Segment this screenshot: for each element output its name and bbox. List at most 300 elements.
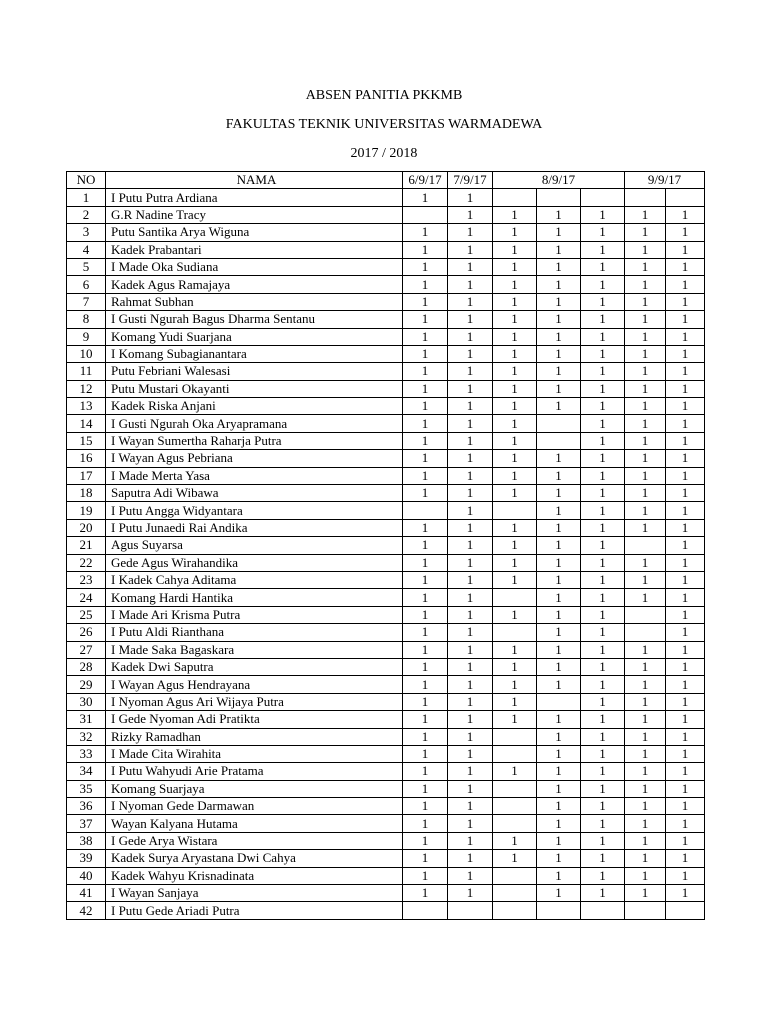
table-row <box>67 798 705 815</box>
attendance-mark: 1 <box>581 328 625 345</box>
document-subtitle: FAKULTAS TEKNIK UNIVERSITAS WARMADEWA <box>225 117 543 132</box>
member-name: I Wayan Sumertha Raharja Putra <box>106 432 403 449</box>
attendance-mark: 1 <box>493 450 537 467</box>
attendance-mark: 1 <box>403 658 448 675</box>
table-row <box>67 502 705 519</box>
attendance-mark: 1 <box>625 780 666 797</box>
member-name: I Wayan Agus Hendrayana <box>106 676 403 693</box>
attendance-mark: 1 <box>666 711 705 728</box>
column-header-date-3: 8/9/17 <box>493 172 625 189</box>
row-number: 34 <box>67 763 106 780</box>
attendance-mark: 1 <box>666 467 705 484</box>
attendance-mark: 1 <box>537 258 581 275</box>
attendance-mark: 1 <box>666 363 705 380</box>
attendance-mark: 1 <box>625 885 666 902</box>
table-row <box>67 711 705 728</box>
attendance-mark: 1 <box>493 276 537 293</box>
attendance-mark: 1 <box>493 241 537 258</box>
attendance-mark: 1 <box>403 224 448 241</box>
table-row <box>67 311 705 328</box>
member-name: I Putu Gede Ariadi Putra <box>106 902 403 919</box>
attendance-mark: 1 <box>625 658 666 675</box>
attendance-mark: 1 <box>625 641 666 658</box>
attendance-mark: 1 <box>448 676 493 693</box>
attendance-mark: 1 <box>493 606 537 623</box>
attendance-mark: 1 <box>537 850 581 867</box>
table-row <box>67 850 705 867</box>
member-name: I Made Cita Wirahita <box>106 745 403 762</box>
attendance-mark <box>448 902 493 919</box>
attendance-mark: 1 <box>493 850 537 867</box>
attendance-mark <box>493 902 537 919</box>
attendance-mark <box>403 902 448 919</box>
attendance-mark: 1 <box>666 885 705 902</box>
row-number: 28 <box>67 658 106 675</box>
row-number: 39 <box>67 850 106 867</box>
attendance-mark: 1 <box>448 519 493 536</box>
attendance-mark: 1 <box>493 380 537 397</box>
row-number: 17 <box>67 467 106 484</box>
member-name: Saputra Adi Wibawa <box>106 485 403 502</box>
row-number: 35 <box>67 780 106 797</box>
table-row <box>67 415 705 432</box>
attendance-mark: 1 <box>448 798 493 815</box>
attendance-mark: 1 <box>537 763 581 780</box>
attendance-mark: 1 <box>581 241 625 258</box>
attendance-mark: 1 <box>581 398 625 415</box>
attendance-mark: 1 <box>625 815 666 832</box>
attendance-mark: 1 <box>666 745 705 762</box>
attendance-mark: 1 <box>581 798 625 815</box>
attendance-mark: 1 <box>448 258 493 275</box>
attendance-mark: 1 <box>625 589 666 606</box>
attendance-mark: 1 <box>537 206 581 223</box>
attendance-mark <box>625 902 666 919</box>
attendance-mark: 1 <box>403 311 448 328</box>
member-name: I Made Merta Yasa <box>106 467 403 484</box>
member-name: I Made Saka Bagaskara <box>106 641 403 658</box>
member-name: I Putu Junaedi Rai Andika <box>106 519 403 536</box>
attendance-mark: 1 <box>493 328 537 345</box>
attendance-mark: 1 <box>493 345 537 362</box>
attendance-mark <box>403 206 448 223</box>
member-name: Kadek Agus Ramajaya <box>106 276 403 293</box>
attendance-mark: 1 <box>448 728 493 745</box>
member-name: I Putu Wahyudi Arie Pratama <box>106 763 403 780</box>
attendance-mark: 1 <box>403 867 448 884</box>
table-row <box>67 624 705 641</box>
attendance-mark: 1 <box>625 745 666 762</box>
attendance-mark: 1 <box>448 224 493 241</box>
row-number: 30 <box>67 693 106 710</box>
member-name: I Made Oka Sudiana <box>106 258 403 275</box>
attendance-mark: 1 <box>537 867 581 884</box>
attendance-mark: 1 <box>581 380 625 397</box>
attendance-mark: 1 <box>581 832 625 849</box>
attendance-mark <box>493 885 537 902</box>
row-number: 9 <box>67 328 106 345</box>
attendance-mark: 1 <box>666 763 705 780</box>
table-row <box>67 398 705 415</box>
attendance-mark: 1 <box>581 571 625 588</box>
attendance-mark: 1 <box>581 641 625 658</box>
attendance-mark: 1 <box>537 641 581 658</box>
document-title: ABSEN PANITIA PKKMB <box>305 88 463 103</box>
attendance-mark: 1 <box>493 658 537 675</box>
attendance-mark: 1 <box>448 589 493 606</box>
attendance-mark: 1 <box>493 415 537 432</box>
attendance-mark: 1 <box>666 606 705 623</box>
column-header-date-1a: 6/9/17 <box>403 172 448 189</box>
attendance-mark: 1 <box>448 432 493 449</box>
table-row <box>67 676 705 693</box>
table-header-row <box>67 172 705 189</box>
attendance-mark: 1 <box>537 537 581 554</box>
attendance-mark: 1 <box>625 415 666 432</box>
column-header-nama: NAMA <box>106 172 403 189</box>
attendance-mark: 1 <box>493 676 537 693</box>
attendance-mark: 1 <box>625 258 666 275</box>
attendance-mark: 1 <box>537 798 581 815</box>
member-name: I Nyoman Agus Ari Wijaya Putra <box>106 693 403 710</box>
attendance-mark: 1 <box>493 206 537 223</box>
attendance-mark: 1 <box>403 571 448 588</box>
row-number: 1 <box>67 189 106 206</box>
attendance-mark: 1 <box>666 345 705 362</box>
attendance-mark: 1 <box>666 224 705 241</box>
row-number: 23 <box>67 571 106 588</box>
attendance-mark: 1 <box>666 798 705 815</box>
attendance-mark: 1 <box>581 450 625 467</box>
attendance-mark: 1 <box>666 676 705 693</box>
row-number: 42 <box>67 902 106 919</box>
attendance-mark: 1 <box>403 728 448 745</box>
attendance-mark: 1 <box>666 571 705 588</box>
attendance-mark: 1 <box>403 589 448 606</box>
member-name: Rizky Ramadhan <box>106 728 403 745</box>
attendance-mark: 1 <box>448 571 493 588</box>
attendance-mark: 1 <box>581 502 625 519</box>
row-number: 22 <box>67 554 106 571</box>
member-name: Kadek Dwi Saputra <box>106 658 403 675</box>
column-header-no: NO <box>67 172 106 189</box>
row-number: 37 <box>67 815 106 832</box>
attendance-mark <box>493 502 537 519</box>
attendance-mark: 1 <box>537 832 581 849</box>
attendance-mark: 1 <box>537 519 581 536</box>
row-number: 6 <box>67 276 106 293</box>
member-name: Komang Suarjaya <box>106 780 403 797</box>
attendance-mark: 1 <box>581 537 625 554</box>
attendance-mark: 1 <box>581 693 625 710</box>
member-name: I Putu Angga Widyantara <box>106 502 403 519</box>
attendance-mark: 1 <box>625 432 666 449</box>
attendance-mark: 1 <box>537 624 581 641</box>
member-name: G.R Nadine Tracy <box>106 206 403 223</box>
row-number: 19 <box>67 502 106 519</box>
attendance-mark: 1 <box>666 537 705 554</box>
attendance-mark: 1 <box>448 745 493 762</box>
row-number: 7 <box>67 293 106 310</box>
attendance-mark: 1 <box>666 728 705 745</box>
attendance-mark: 1 <box>537 467 581 484</box>
table-row <box>67 658 705 675</box>
attendance-mark: 1 <box>581 676 625 693</box>
row-number: 3 <box>67 224 106 241</box>
attendance-mark: 1 <box>448 554 493 571</box>
table-row <box>67 345 705 362</box>
attendance-mark: 1 <box>403 745 448 762</box>
attendance-mark: 1 <box>403 554 448 571</box>
attendance-mark: 1 <box>493 311 537 328</box>
attendance-mark: 1 <box>537 380 581 397</box>
attendance-mark: 1 <box>625 276 666 293</box>
attendance-mark: 1 <box>493 832 537 849</box>
attendance-mark: 1 <box>493 763 537 780</box>
attendance-mark: 1 <box>403 398 448 415</box>
member-name: I Made Ari Krisma Putra <box>106 606 403 623</box>
row-number: 27 <box>67 641 106 658</box>
attendance-mark <box>666 189 705 206</box>
member-name: I Gede Arya Wistara <box>106 832 403 849</box>
attendance-mark: 1 <box>403 467 448 484</box>
attendance-mark: 1 <box>581 624 625 641</box>
attendance-mark <box>493 589 537 606</box>
table-row <box>67 450 705 467</box>
table-row <box>67 224 705 241</box>
attendance-mark: 1 <box>666 276 705 293</box>
member-name: I Wayan Agus Pebriana <box>106 450 403 467</box>
attendance-mark: 1 <box>537 450 581 467</box>
attendance-mark: 1 <box>403 415 448 432</box>
attendance-mark: 1 <box>666 241 705 258</box>
table-row <box>67 293 705 310</box>
attendance-mark: 1 <box>581 258 625 275</box>
attendance-mark: 1 <box>581 850 625 867</box>
attendance-mark: 1 <box>403 832 448 849</box>
attendance-mark: 1 <box>666 850 705 867</box>
attendance-mark: 1 <box>493 571 537 588</box>
attendance-mark: 1 <box>537 485 581 502</box>
table-row <box>67 867 705 884</box>
attendance-mark: 1 <box>448 606 493 623</box>
attendance-mark: 1 <box>537 728 581 745</box>
attendance-mark <box>537 693 581 710</box>
member-name: Putu Mustari Okayanti <box>106 380 403 397</box>
table-row <box>67 832 705 849</box>
table-row <box>67 780 705 797</box>
row-number: 24 <box>67 589 106 606</box>
attendance-mark: 1 <box>625 519 666 536</box>
attendance-mark: 1 <box>666 258 705 275</box>
attendance-mark: 1 <box>403 276 448 293</box>
attendance-mark: 1 <box>493 641 537 658</box>
attendance-mark: 1 <box>537 398 581 415</box>
row-number: 4 <box>67 241 106 258</box>
attendance-mark: 1 <box>625 867 666 884</box>
attendance-mark: 1 <box>403 711 448 728</box>
attendance-mark: 1 <box>581 867 625 884</box>
attendance-mark: 1 <box>666 693 705 710</box>
attendance-mark: 1 <box>537 606 581 623</box>
attendance-mark: 1 <box>666 293 705 310</box>
attendance-mark: 1 <box>625 728 666 745</box>
member-name: Wayan Kalyana Hutama <box>106 815 403 832</box>
attendance-mark: 1 <box>537 780 581 797</box>
member-name: Komang Hardi Hantika <box>106 589 403 606</box>
member-name: Kadek Prabantari <box>106 241 403 258</box>
attendance-mark <box>537 902 581 919</box>
attendance-mark: 1 <box>448 850 493 867</box>
attendance-mark: 1 <box>537 589 581 606</box>
attendance-mark <box>625 537 666 554</box>
member-name: I Gusti Ngurah Bagus Dharma Sentanu <box>106 311 403 328</box>
attendance-mark: 1 <box>666 867 705 884</box>
member-name: I Komang Subagianantara <box>106 345 403 362</box>
row-number: 36 <box>67 798 106 815</box>
row-number: 41 <box>67 885 106 902</box>
attendance-mark <box>537 189 581 206</box>
attendance-mark: 1 <box>448 380 493 397</box>
attendance-mark: 1 <box>625 380 666 397</box>
attendance-mark: 1 <box>581 606 625 623</box>
attendance-mark: 1 <box>448 537 493 554</box>
attendance-mark: 1 <box>666 328 705 345</box>
attendance-mark: 1 <box>581 224 625 241</box>
attendance-mark <box>625 624 666 641</box>
attendance-mark <box>537 415 581 432</box>
attendance-mark: 1 <box>403 624 448 641</box>
member-name: Gede Agus Wirahandika <box>106 554 403 571</box>
attendance-mark <box>625 189 666 206</box>
attendance-mark: 1 <box>666 815 705 832</box>
row-number: 2 <box>67 206 106 223</box>
table-row <box>67 728 705 745</box>
member-name: I Nyoman Gede Darmawan <box>106 798 403 815</box>
attendance-mark: 1 <box>625 711 666 728</box>
attendance-mark: 1 <box>581 763 625 780</box>
table-row <box>67 276 705 293</box>
attendance-mark: 1 <box>493 398 537 415</box>
attendance-mark: 1 <box>448 485 493 502</box>
table-row <box>67 258 705 275</box>
table-row <box>67 519 705 536</box>
attendance-mark <box>493 798 537 815</box>
attendance-mark: 1 <box>448 241 493 258</box>
attendance-mark: 1 <box>448 502 493 519</box>
table-row <box>67 606 705 623</box>
attendance-mark: 1 <box>537 745 581 762</box>
attendance-mark <box>493 815 537 832</box>
attendance-mark: 1 <box>448 763 493 780</box>
table-row <box>67 485 705 502</box>
member-name: I Wayan Sanjaya <box>106 885 403 902</box>
member-name: Putu Santika Arya Wiguna <box>106 224 403 241</box>
attendance-mark <box>493 624 537 641</box>
table-row <box>67 902 705 919</box>
attendance-mark: 1 <box>537 224 581 241</box>
attendance-mark: 1 <box>493 432 537 449</box>
row-number: 26 <box>67 624 106 641</box>
attendance-mark: 1 <box>403 258 448 275</box>
attendance-mark: 1 <box>581 432 625 449</box>
row-number: 31 <box>67 711 106 728</box>
row-number: 21 <box>67 537 106 554</box>
attendance-mark: 1 <box>666 206 705 223</box>
attendance-mark: 1 <box>403 693 448 710</box>
row-number: 29 <box>67 676 106 693</box>
attendance-mark: 1 <box>625 571 666 588</box>
attendance-mark: 1 <box>403 780 448 797</box>
attendance-mark: 1 <box>537 328 581 345</box>
attendance-mark: 1 <box>581 728 625 745</box>
attendance-mark: 1 <box>581 276 625 293</box>
attendance-mark: 1 <box>493 519 537 536</box>
attendance-mark: 1 <box>625 850 666 867</box>
row-number: 14 <box>67 415 106 432</box>
attendance-mark: 1 <box>581 745 625 762</box>
attendance-mark: 1 <box>403 345 448 362</box>
row-number: 25 <box>67 606 106 623</box>
attendance-mark: 1 <box>448 780 493 797</box>
attendance-mark: 1 <box>666 380 705 397</box>
attendance-mark: 1 <box>625 763 666 780</box>
attendance-mark: 1 <box>403 450 448 467</box>
member-name: I Putu Putra Ardiana <box>106 189 403 206</box>
row-number: 12 <box>67 380 106 397</box>
table-row <box>67 745 705 762</box>
row-number: 20 <box>67 519 106 536</box>
table-row <box>67 189 705 206</box>
attendance-mark: 1 <box>581 311 625 328</box>
attendance-mark: 1 <box>625 485 666 502</box>
attendance-mark: 1 <box>537 276 581 293</box>
attendance-mark: 1 <box>625 450 666 467</box>
attendance-mark: 1 <box>625 224 666 241</box>
member-name: Kadek Riska Anjani <box>106 398 403 415</box>
row-number: 10 <box>67 345 106 362</box>
attendance-mark: 1 <box>448 885 493 902</box>
attendance-mark: 1 <box>537 711 581 728</box>
table-row <box>67 241 705 258</box>
attendance-mark: 1 <box>448 189 493 206</box>
table-row <box>67 467 705 484</box>
attendance-mark: 1 <box>666 311 705 328</box>
attendance-mark: 1 <box>493 711 537 728</box>
attendance-mark: 1 <box>403 519 448 536</box>
table-row <box>67 380 705 397</box>
attendance-mark: 1 <box>448 276 493 293</box>
attendance-mark: 1 <box>493 693 537 710</box>
attendance-mark: 1 <box>403 485 448 502</box>
attendance-mark <box>493 728 537 745</box>
attendance-mark: 1 <box>666 432 705 449</box>
attendance-mark: 1 <box>581 415 625 432</box>
attendance-mark: 1 <box>581 711 625 728</box>
attendance-mark <box>581 902 625 919</box>
attendance-mark: 1 <box>448 415 493 432</box>
table-body <box>67 189 705 919</box>
attendance-mark: 1 <box>625 293 666 310</box>
table-row <box>67 763 705 780</box>
attendance-mark: 1 <box>666 519 705 536</box>
attendance-mark: 1 <box>493 554 537 571</box>
attendance-mark: 1 <box>537 363 581 380</box>
row-number: 40 <box>67 867 106 884</box>
table-row <box>67 589 705 606</box>
attendance-mark: 1 <box>537 885 581 902</box>
attendance-mark: 1 <box>666 624 705 641</box>
